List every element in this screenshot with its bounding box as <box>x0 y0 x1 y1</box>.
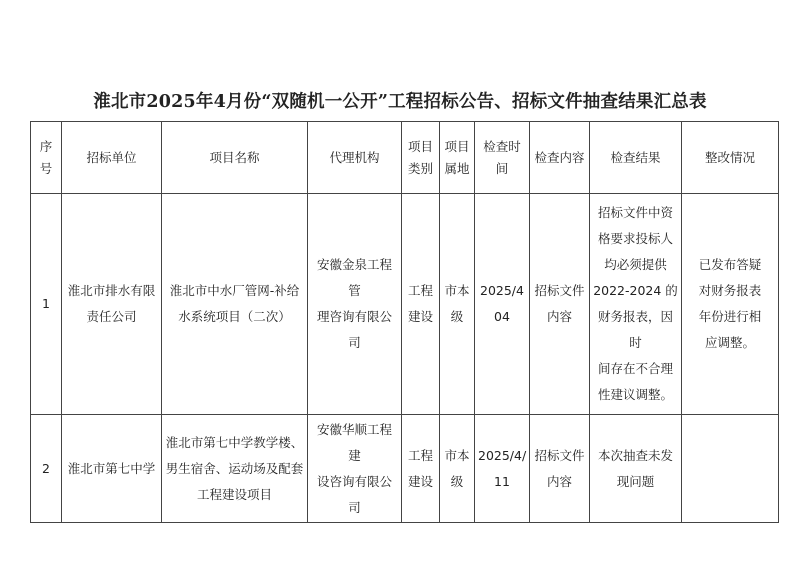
cell-category: 工程 建设 <box>402 415 440 523</box>
cell-location: 市本 级 <box>440 194 475 415</box>
cell-content: 招标文件 内容 <box>530 194 590 415</box>
document-title: 淮北市2025年4月份“双随机一公开”工程招标公告、招标文件抽查结果汇总表 <box>93 92 707 112</box>
header-category: 项目 类别 <box>402 122 440 194</box>
cell-result: 本次抽查未发 现问题 <box>590 415 682 523</box>
cell-seq: 2 <box>31 415 62 523</box>
table-row <box>31 194 779 415</box>
cell-rectify: 已发布答疑 对财务报表 年份进行相 应调整。 <box>682 194 779 415</box>
table-row <box>31 415 779 523</box>
header-seq: 序号 <box>31 122 62 194</box>
header-agency: 代理机构 <box>308 122 402 194</box>
cell-project: 淮北市第七中学教学楼、 男生宿舍、运动场及配套 工程建设项目 <box>162 415 308 523</box>
cell-category: 工程 建设 <box>402 194 440 415</box>
cell-tenderer: 淮北市排水有限 责任公司 <box>62 194 162 415</box>
cell-rectify <box>682 415 779 523</box>
header-content: 检查内容 <box>530 122 590 194</box>
header-date: 检查时 间 <box>475 122 530 194</box>
header-tenderer: 招标单位 <box>62 122 162 194</box>
header-row <box>31 122 779 194</box>
cell-content: 招标文件 内容 <box>530 415 590 523</box>
header-rectify: 整改情况 <box>682 122 779 194</box>
header-result: 检查结果 <box>590 122 682 194</box>
results-table <box>30 121 779 523</box>
cell-location: 市本 级 <box>440 415 475 523</box>
cell-date: 2025/4/ 11 <box>475 415 530 523</box>
header-location: 项目 属地 <box>440 122 475 194</box>
cell-agency: 安徽金泉工程管 理咨询有限公司 <box>308 194 402 415</box>
cell-result: 招标文件中资 格要求投标人 均必须提供 2022-2024 的 财务报表，因时 间存在不合理 性建议调整。 <box>590 194 682 415</box>
cell-date: 2025/4 04 <box>475 194 530 415</box>
cell-agency: 安徽华顺工程建 设咨询有限公司 <box>308 415 402 523</box>
cell-tenderer: 淮北市第七中学 <box>62 415 162 523</box>
cell-seq: 1 <box>31 194 62 415</box>
header-project: 项目名称 <box>162 122 308 194</box>
cell-project: 淮北市中水厂管网-补给 水系统项目（二次） <box>162 194 308 415</box>
